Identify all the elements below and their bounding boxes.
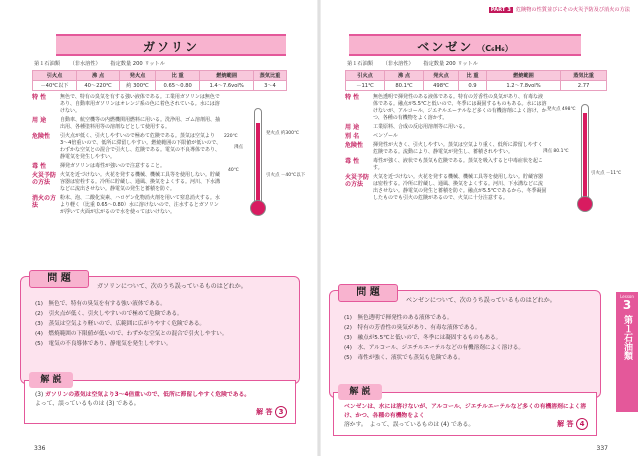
- property-row: 別 名 ベンゾール: [345, 133, 398, 140]
- left-answer-box: 解 説 (3) ガソリンの蒸気は空気より3〜4倍重いので、低所に滞留しやすく危険である。 よって、誤っているものは (3) である。 解 答 3: [24, 380, 296, 424]
- thermometer-icon: 発火点 約300℃ 220℃ 沸点 40℃ 引火点 －40℃以下: [230, 108, 290, 218]
- right-title-banner: [349, 34, 581, 56]
- left-title-banner: [56, 34, 286, 56]
- answer-label: 解 答 3: [256, 406, 287, 418]
- question-choices: [344, 313, 602, 363]
- table-header-row: 引火点 沸 点 発火点 比 重 燃焼範囲 蒸気比重: [33, 71, 287, 81]
- property-row: 毒 性 毒性が強く、液状でも蒸気も危険である。蒸気を吸入すると中毒症状を起こす。: [345, 158, 543, 171]
- property-row: 消火の方法 粉末、泡、二酸化炭素、ハロゲン化物消火剤を用いて窒息消火する。水より軽く（比重 0.65〜0.80）水に溶けないので、注水するとガソリンが浮いて火面が広がるので水を使ってはいけない。: [32, 195, 220, 215]
- property-row: 特 性 無色で、特有の臭気を有する強い液体である。工業用ガソリンは無色であり、自動車用ガソリンはオレンジ系の色に着色されている。水には溶けない。: [32, 94, 220, 114]
- property-row: 火災予防の方法 火気を近づけない。火花を発する機械、機械工具等を使用しない。貯蔵容器は密栓する。冷所に貯蔵し、通風、換気をよくする。河川、下水溝などに流出させない。静電気の発生と蓄積を防ぐ。融点が5.5℃であるから、冬季凝固したものでも引火の危険があるので、火気に十分注意する。: [345, 174, 547, 201]
- property-row: 毒 性 揮発ガソリンは毒性が強いので注意すること。: [32, 163, 166, 170]
- choice-item: (5) 電気の不良導体であり、静電気を発生しやすい。: [35, 341, 172, 347]
- question-choices: [35, 299, 293, 349]
- property-row: 用 途 自動車、航空機等の内燃機関用燃料に用いる。洗浄用、ゴム溶剤用、抽出用、各種塗料用等の溶剤などとして使用する。: [32, 117, 221, 130]
- right-title: ベンゼン: [417, 40, 474, 54]
- chapter-tab: Lesson 3 第１石油類: [616, 292, 638, 412]
- right-question-box: 問 題 ベンゼンについて、次のうち誤っているものはどれか。 (1) 無色透明で揮発性のある液体である。 (2) 特有の芳香性の臭気があり、有毒な液体である。 (3) 融点が5.5℃と低いので、冬季には凝固するものもある。 (4) 水、アルコール、ジエチルエーテルなどの有機溶剤によく溶ける。 (5) 毒性が強く、液状でも蒸気も危険である。: [329, 290, 601, 398]
- right-page: [319, 0, 638, 456]
- thermometer-icon: 発火点 498℃ 沸点 80.1℃ 引火点 －11℃: [551, 104, 611, 214]
- left-properties: [32, 94, 222, 218]
- property-row: 火災予防の方法 火気を近づけない。火花を発する機械、機械工具等を使用しない。貯蔵容器は密栓する。冷所に貯蔵し、通風、換気をよくする。河川、下水溝などに流出させない。静電気の発生と蓄積を防ぐ。: [32, 172, 221, 192]
- right-properties: [345, 94, 547, 204]
- choice-item: (3) 蒸気は空気より軽いので、広範囲に広がりやすく危険である。: [35, 321, 206, 327]
- choice-item: (1) 無色で、特有の臭気を有する強い液体である。: [35, 301, 166, 307]
- table-header-row: 引火点 沸 点 発火点 比 重 燃焼範囲 蒸気比重: [346, 71, 607, 81]
- choice-item: (3) 融点が5.5℃と低いので、冬季には凝固するものもある。: [344, 335, 502, 341]
- property-row: 用 途 工業原料、合成の反応用溶剤等に用いる。: [345, 124, 469, 131]
- left-question-box: 問 題 ガソリンについて、次のうち誤っているものはどれか。 (1) 無色で、特有の臭気を有する強い液体である。 (2) 引火点が低く、引火しやすいので極めて危険である。 (3) 蒸気は空気より軽いので、広範囲に広がりやすく危険である。 (4) 燃焼範囲の下限値が低いので、わずかな空気との混合で引火しやすい。 (5) 電気の不良導体であり、静電気を発生しやすい。: [20, 276, 300, 384]
- formula: （C₆H₆）: [477, 44, 513, 53]
- left-class-info: 第１石油類 （非水溶性） 指定数量 200 リットル: [34, 61, 165, 67]
- property-row: 危険性 引火点が低く、引火しやすいので極めて危険である。蒸気は空気より3〜4倍重いので、低所に滞留しやすい。燃焼範囲の下限値が低いので、わずかな空気との混合で引火し、危険である。電気の不良導体であり、静電気を発生しやすい。: [32, 133, 222, 160]
- choice-item: (2) 引火点が低く、引火しやすいので極めて危険である。: [35, 311, 183, 317]
- choice-item: (2) 特有の芳香性の臭気があり、有毒な液体である。: [344, 325, 481, 331]
- table-row: －40℃以下 40〜220℃ 約 300℃ 0.65〜0.80 1.4〜7.6vol% 3〜4: [33, 81, 287, 91]
- right-answer-box: 解 説 ベンゼンは、水には溶けないが、アルコール、ジエチルエーテルなど多くの有機溶剤によく溶け、かつ、各種の有機物をよく 溶かす。 よって、誤っているものは (4) である。 解 答 4: [333, 392, 597, 436]
- choice-item: (4) 水、アルコール、ジエチルエーテルなどの有機溶剤によく溶ける。: [344, 345, 524, 351]
- left-property-table: [32, 70, 287, 91]
- page-number: 337: [596, 445, 608, 452]
- choice-item: (5) 毒性が強く、液状でも蒸気も危険である。: [344, 355, 464, 361]
- table-row: －11℃ 80.1℃ 498℃ 0.9 1.2〜7.8vol% 2.77: [346, 81, 607, 91]
- property-row: 特 性 無色透明で揮発性のある液体である。特有の芳香性の臭気があり、有毒な液体である。融点が5.5℃と低いので、冬季には凝固するものもある。水には溶けないが、アルコール、ジエチルエーテルなど多くの有機溶剤によく溶け、かつ、各種の有機物をよく溶かす。: [345, 94, 547, 121]
- page-number: 336: [34, 445, 46, 452]
- choice-item: (4) 燃焼範囲の下限値が低いので、わずかな空気との混合で引火しやすい。: [35, 331, 228, 337]
- left-title: ガソリン: [142, 40, 199, 54]
- choice-item: (1) 無色透明で揮発性のある液体である。: [344, 315, 453, 321]
- answer-label: 解 答 4: [557, 418, 588, 430]
- right-class-info: 第１石油類 （非水溶性） 指定数量 200 リットル: [347, 61, 478, 67]
- running-head: PART 3 危険物の性質並びにその火災予防及び消火の方法: [490, 7, 630, 13]
- property-row: 危険性 揮発性が大きく、引火しやすい。蒸気は空気より重く、低所に滞留しやすく危険である。流動により、静電気が発生し、蓄積されやすい。: [345, 142, 543, 155]
- right-property-table: [345, 70, 607, 91]
